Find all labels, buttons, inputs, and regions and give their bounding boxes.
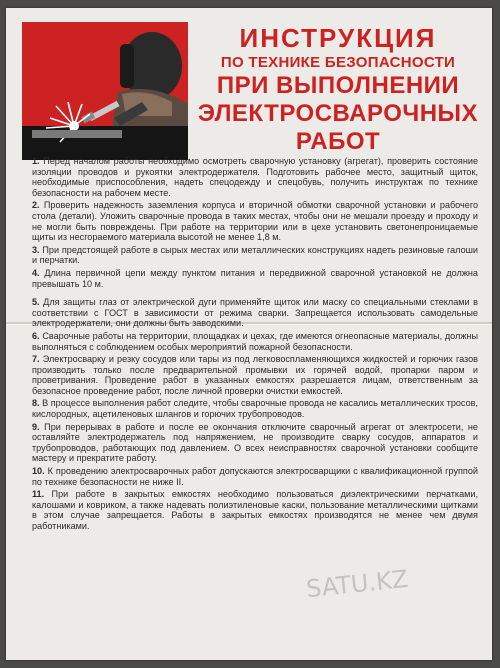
rule-number: 4. — [32, 267, 40, 278]
title-block — [192, 22, 484, 156]
rule-number: 8. — [32, 398, 40, 409]
rule-item — [32, 268, 478, 289]
rule-text: Перед началом работы необходимо осмотреть сварочную установку (агрегат), проверить состояние изоляции проводов и рукоятки электродержателя. Подготовить рабочее место, защитный щиток, необходимые приспособления, надеть спецодежду и спецобувь, получить инструктаж по технике безопасности на рабочем месте. — [32, 156, 479, 198]
rule-item — [32, 297, 478, 329]
rule-number: 2. — [32, 200, 40, 211]
rule-number: 10. — [32, 466, 45, 477]
rule-item — [32, 489, 478, 531]
rule-item — [32, 422, 478, 464]
rule-item — [32, 245, 478, 266]
poster-subtitle: ПО ТЕХНИКЕ БЕЗОПАСНОСТИ — [220, 54, 456, 71]
rule-text: Проверить надежность заземления корпуса и вторичной обмотки сварочной установки и рабочего стола (детали). Уложить сварочные провода в таких местах, чтобы они не мешали проезду и проходу и не могли быть повреждены. При работе на территории или в цехе установить светонепроницаемые щиты из несгораемого материала высотой не менее 1,8 м. — [32, 200, 478, 243]
rule-number: 1. — [32, 156, 40, 166]
rule-text: Сварочные работы на территории, площадках и цехах, где имеются огнеопасные материалы, должны выполняться с соблюдением особых мероприятий пожарной безопасности. — [32, 330, 478, 352]
rule-text: К проведению электросварочных работ допускаются электросварщики с квалификационной группой по технике безопасности не ниже II. — [32, 466, 478, 487]
rule-item — [32, 354, 478, 396]
poster-heading-line-3: РАБОТ — [295, 128, 381, 155]
rule-text: Электросварку и резку сосудов или тары из под легковоспламеняющихся жидкостей и горючих газов производить только после предварительной промывки их горячей водой, пропарки паром и проветривания. Проведение работ в указанных емкостях разрешается лицам, ответственным за безопасное проведение работ, после личной проверки очистки емкостей. — [32, 354, 478, 396]
safety-poster — [6, 8, 492, 660]
rule-text: Длина первичной цепи между пунктом питания и передвижной сварочной установкой не должна превышать 10 м. — [32, 267, 478, 289]
rule-text: При перерывах в работе и после ее окончания отключите сварочный агрегат от электросети, не оставляйте электродержатель под напряжением, не производите сварку сосудов, аппаратов и трубопроводов, работающих под давлением. О всех неисправностях сварочной установки сообщите мастеру и прекратите работу. — [32, 421, 478, 464]
rule-text: В процессе выполнения работ следите, чтобы сварочные провода не касались металлических тросов, кислородных, ацетиленовых шлангов и горючих трубопроводов. — [32, 398, 478, 420]
rule-item — [32, 331, 478, 352]
rule-text: При предстоящей работе в сырых местах или металлических конструкциях надеть резиновые галоши и перчатки. — [32, 244, 478, 266]
rule-item — [32, 156, 478, 198]
rule-item — [32, 466, 478, 487]
poster-title: ИНСТРУКЦИЯ — [239, 23, 437, 53]
welder-pictogram — [22, 22, 188, 160]
poster-heading-line-2: ЭЛЕКТРОСВАРОЧНЫХ — [197, 100, 479, 127]
rule-item — [32, 398, 478, 419]
rule-number: 6. — [32, 330, 40, 341]
rule-text: При работе в закрытых емкостях необходимо пользоваться диэлектрическими перчатками, калошами и ковриком, а также надевать полиэтиленовые каски, пользование металлическими щитками в этом случае запрещается. Работы в закрытых емкостях производятся не менее чем двумя работниками. — [32, 489, 478, 531]
watermark: SATU.KZ — [304, 564, 410, 604]
rules-list — [32, 156, 478, 534]
rule-number: 7. — [32, 354, 40, 365]
rule-number: 11. — [32, 489, 45, 500]
rule-text: Для защиты глаз от электрической дуги применяйте щиток или маску со специальными стеклами в соответствии с ГОСТ в зависимости от режима сварки. Запрещается использовать самодельные электродержатели, они должны быть заводскими. — [32, 297, 478, 329]
rule-number: 5. — [32, 297, 40, 308]
rule-number: 3. — [32, 244, 40, 255]
rule-number: 9. — [32, 421, 40, 432]
rule-item — [32, 200, 478, 242]
poster-heading-line-1: ПРИ ВЫПОЛНЕНИИ — [216, 72, 460, 99]
